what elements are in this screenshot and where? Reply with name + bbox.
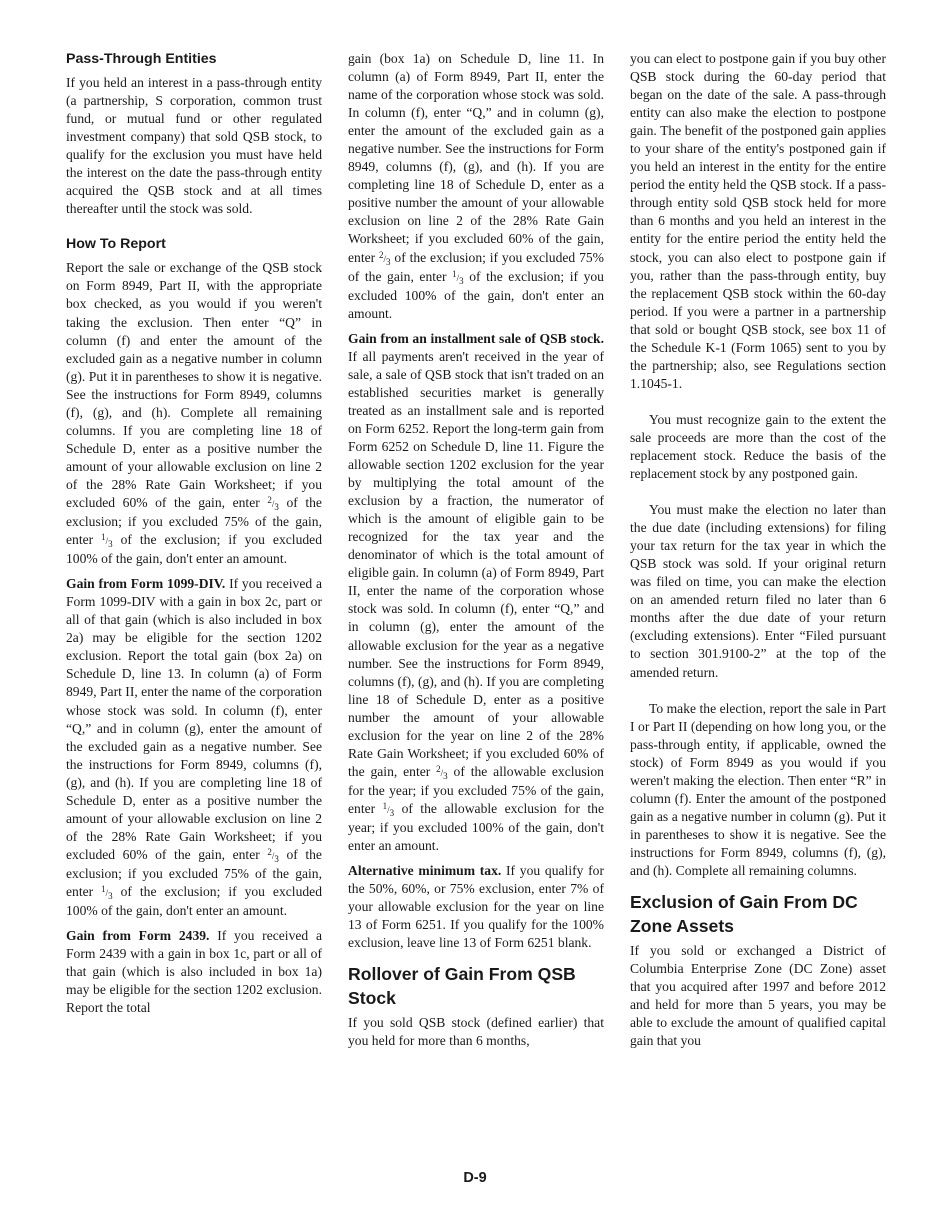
- page-number: D-9: [463, 1170, 487, 1186]
- paragraph-recognize-gain: You must recognize gain to the extent the sale proceeds are more than the cost of the replacement stock. Reduce the basis of the replacement stock by any postponed gain.: [630, 411, 886, 482]
- paragraph-pass-through: If you held an interest in a pass-through entity (a partnership, S corporation, common trust fund, or mutual fund or other regulated investment company) that sold QSB stock, to qualify for the exclusion you must have held the interest on the date the pass-through entity acquired the QSB stock and at all times thereafter until the stock was sold.: [66, 75, 322, 217]
- paragraph-election-deadline: You must make the election no later than the due date (including extensions) for filing your tax return for the tax year in which the QSB stock was sold. If your original return was filed on time, you can make the election on an amended return filed no later than 6 months after the due date of your return (excluding extensions). Enter “Filed pursuant to section 301.9100-2” at the top of the amended return.: [630, 502, 886, 680]
- fraction-two-thirds: $^2/_3$: [379, 249, 391, 267]
- column-3: [630, 50, 886, 1050]
- fraction-one-third: $^1/_3$: [101, 883, 113, 901]
- paragraph-form-2439: Gain from Form 2439. If you received a Form 2439 with a gain in box 1c, part or all of that gain (which is also included in box 1a) may be eligible for the section 1202 exclusion. Report the total: [66, 928, 322, 1016]
- fraction-one-third: $^1/_3$: [382, 800, 395, 818]
- paragraph-rollover-continued: you can elect to postpone gain if you buy other QSB stock during the 60-day period that began on the date of the sale. A pass-through entity can also make the election to postpone gain. The benefit of the postponed gain applies to your share of the entity's postponed gain if you held an interest in the entity for the entire period the entity held the QSB stock. If a pass-through entity sold QSB stock held for more than 6 months and you held an interest in the entity for the entire period the entity held the stock, you can also elect to postpone gain if you, rather than the pass-through entity, buy the replacement QSB stock within the 60-day period. If you were a partner in a partnership that sold or bought QSB stock, see box 11 of the Schedule K-1 (Form 1065) sent to you by the partnership; also, see Regulations section 1.1045-1.: [630, 51, 886, 391]
- lead-form-2439: Gain from Form 2439.: [66, 928, 210, 944]
- lead-installment-sale: Gain from an installment sale of QSB stock.: [348, 330, 604, 346]
- column-1: [66, 50, 322, 1017]
- paragraph-how-to-report: Report the sale or exchange of the QSB stock on Form 8949, Part II, with the appropriate box checked, as you would if you weren't taking the exclusion. Then enter “Q” in column (f) and enter the amount of the excluded gain as a negative number in column (g). Put it in parentheses to show it is negative. See the instructions for Form 8949, columns (f), (g), and (h). Complete all remaining columns. If you are completing line 18 of Schedule D, enter as a positive number the amount of your allowable exclusion on line 2 of the 28% Rate Gain Worksheet; if you excluded 60% of the gain, enter $^2/_3$ of the exclusion; if you excluded 75% of the gain, enter $^1/_3$ of the exclusion; if you excluded 100% of the gain, don't enter an amount.: [66, 260, 322, 567]
- paragraph-alternative-minimum-tax: Alternative minimum tax. If you qualify for the 50%, 60%, or 75% exclusion, enter 7% of your allowable exclusion for the year on line 13 of Form 6251. If you qualify for the 100% exclusion, leave line 13 of Form 6251 blank.: [348, 863, 605, 951]
- paragraph-installment-sale: Gain from an installment sale of QSB stock. If all payments aren't received in the year of sale, a sale of QSB stock that isn't traded on an established securities market is generally treated as an installment sale and is reported on Form 6252. Report the long-term gain from Form 6252 on Schedule D, line 11. Figure the allowable section 1202 exclusion for the year by multiplying the total amount of the exclusion by a fraction, the numerator of which is the amount of eligible gain to be recognized for the tax year and the denominator of which is the total amount of eligible gain. In column (a) of Form 8949, Part II, enter the name of the corporation whose stock was sold. In column (f), enter “Q,” and in column (g), enter the amount of the allowable exclusion for the year as a negative number. See the instructions for Form 8949, columns (f), (g), and (h). If you are completing line 18 of Schedule D, enter as a positive number the amount of your allowable exclusion for the year on line 2 of the 28% Rate Gain Worksheet; if you excluded 60% of the gain, enter $^2/_3$ of the allowable exclusion for the year; if you excluded 75% of the gain, enter $^1/_3$ of the allowable exclusion for the year; if you excluded 100% of the gain, don't enter an amount.: [348, 330, 605, 854]
- fraction-two-thirds: $^2/_3$: [436, 763, 448, 781]
- paragraph-dc-zone: If you sold or exchanged a District of Columbia Enterprise Zone (DC Zone) asset that you acquired after 1997 and before 2012 and held for more than 5 years, you may be able to exclude the amount of qualified capital gain that you: [630, 943, 886, 1049]
- heading-dc-zone-assets: Exclusion of Gain From DC Zone Assets: [630, 892, 858, 937]
- paragraph-form-1099-div: Gain from Form 1099-DIV. If you received a Form 1099-DIV with a gain in box 2c, part or all of that gain (which is also included in box 2a) may be eligible for the section 1202 exclusion. Report the total gain (box 2a) on Schedule D, line 13. In column (a) of Form 8949, Part II, enter the name of the corporation whose stock was sold. In column (f), enter “Q,” and in column (g), enter the amount of the excluded gain as a negative number. See the instructions for Form 8949, columns (f), (g), and (h). If you are completing line 18 of Schedule D, enter as a positive number the amount of your allowable exclusion on line 2 of the 28% Rate Gain Worksheet; if you excluded 60% of the gain, enter $^2/_3$ of the exclusion; if you excluded 75% of the gain, enter $^1/_3$ of the exclusion; if you excluded 100% of the gain, don't enter an amount.: [66, 576, 322, 919]
- fraction-one-third: $^1/_3$: [101, 532, 113, 549]
- heading-how-to-report: How To Report: [66, 236, 166, 253]
- column-2: [348, 50, 604, 1050]
- paragraph-make-election: To make the election, report the sale in Part I or Part II (depending on how long you, or the pass-through entity, if applicable, owned the stock) of Form 8949 as you would if you weren't making the election. Then enter “R” in column (f). Enter the amount of the postponed gain as a negative number in column (g). Put it in parentheses to show it is negative. See the instructions for Form 8949, columns (f), (g), and (h). Complete all remaining columns.: [630, 700, 886, 878]
- fraction-two-thirds: $^2/_3$: [267, 846, 279, 864]
- paragraph-form-2439-continued: gain (box 1a) on Schedule D, line 11. In column (a) of Form 8949, Part II, enter the name of the corporation whose stock was sold. In column (f), enter “Q,” and in column (g), enter the amount of the excluded gain as a negative number. See the instructions for Form 8949, columns (f), (g), and (h). If you are completing line 18 of Schedule D, enter as a positive number the amount of your allowable exclusion on line 2 of the 28% Rate Gain Worksheet; if you excluded 60% of the gain, enter $^2/_3$ of the exclusion; if you excluded 75% of the gain, enter $^1/_3$ of the exclusion; if you excluded 100% of the gain, don't enter an amount.: [348, 51, 604, 321]
- lead-form-1099-div: Gain from Form 1099-DIV.: [66, 576, 226, 592]
- heading-pass-through-entities: Pass-Through Entities: [66, 51, 217, 67]
- paragraph-rollover: If you sold QSB stock (defined earlier) that you held for more than 6 months,: [348, 1015, 604, 1049]
- heading-rollover-of-gain: Rollover of Gain From QSB Stock: [348, 964, 576, 1009]
- fraction-one-third: $^1/_3$: [452, 268, 464, 286]
- fraction-two-thirds: $^2/_3$: [267, 494, 279, 512]
- lead-alternative-minimum-tax: Alternative minimum tax.: [348, 863, 502, 879]
